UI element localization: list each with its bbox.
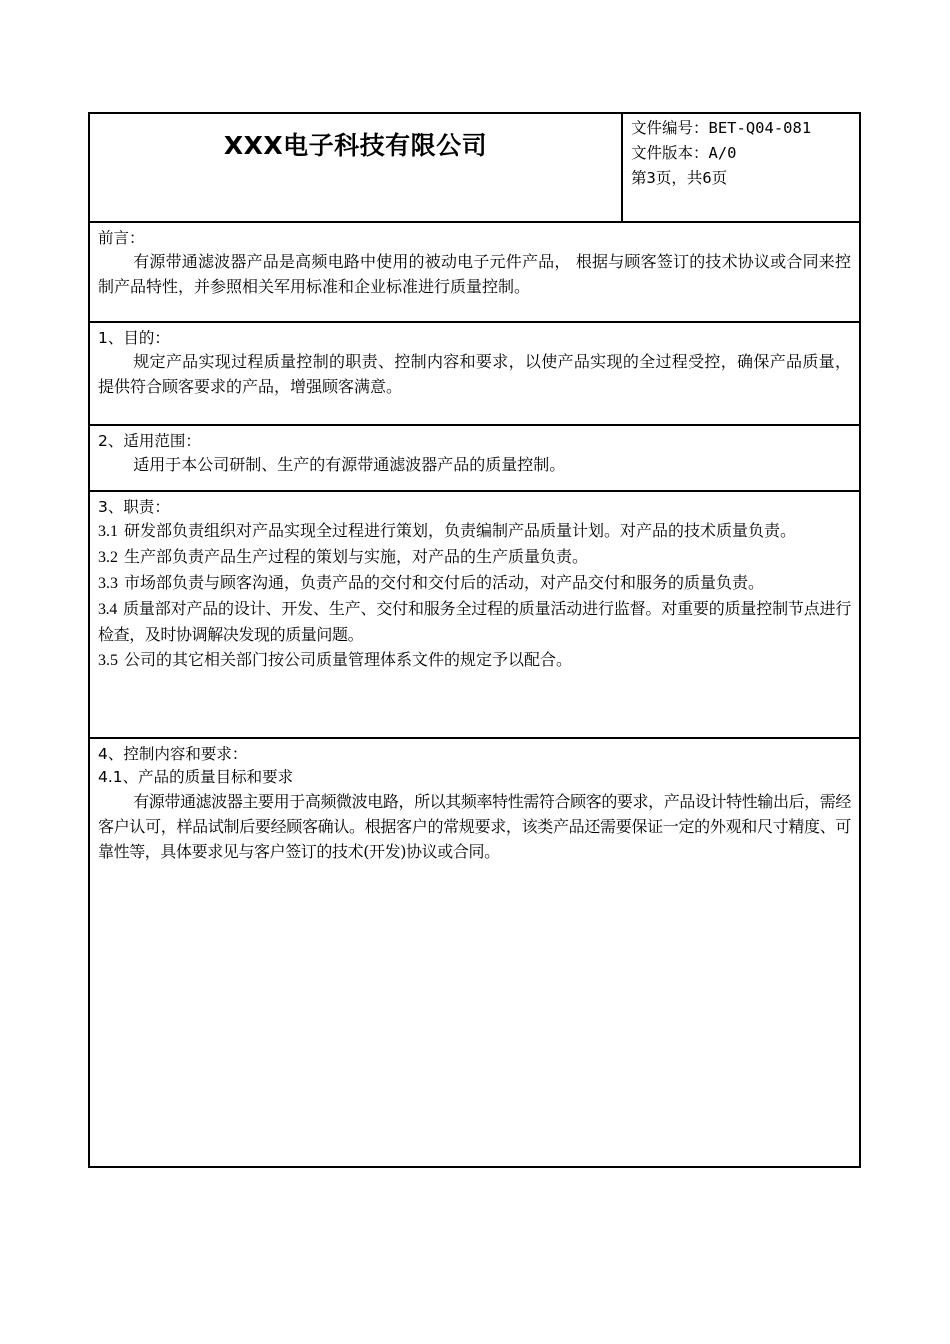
purpose-body: 规定产品实现过程质量控制的职责、控制内容和要求，以使产品实现的全过程受控，确保产品质量，提供符合顾客要求的产品，增强顾客满意。 [98,352,851,396]
section-preface [90,223,859,323]
duty-text: 质量部对产品的设计、开发、生产、交付和服务全过程的质量活动进行监督。对重要的质量控制节点进行检查，及时协调解决发现的质量问题。 [98,599,851,644]
duty-item [98,544,851,570]
purpose-heading: 1、目的： [98,329,170,347]
duties-heading: 3、职责： [98,498,170,516]
control-heading: 4、控制内容和要求： [98,745,248,763]
duty-number: 3.1 [98,523,118,540]
duty-text: 研发部负责组织对产品实现全过程进行策划，负责编制产品质量计划。对产品的技术质量负责。 [124,521,797,540]
preface-body: 有源带通滤波器产品是高频电路中使用的被动电子元件产品， 根据与顾客签订的技术协议或合同来控制产品特性，并参照相关军用标准和企业标准进行质量控制。 [98,252,851,296]
section-purpose [90,323,859,426]
doc-number: 文件编号：BET-Q04-081 [631,119,812,137]
doc-version: 文件版本：A/0 [631,144,737,162]
company-cell [90,114,623,221]
document-meta [623,114,859,221]
scope-heading: 2、适用范围： [98,432,201,450]
scope-body: 适用于本公司研制、生产的有源带通滤波器产品的质量控制。 [133,455,566,474]
duty-number: 3.2 [98,549,118,566]
preface-heading: 前言： [98,229,145,247]
control-body: 有源带通滤波器主要用于高频微波电路，所以其频率特性需符合顾客的要求，产品设计特性输出后，需经客户认可，样品试制后要经顾客确认。根据客户的常规要求，该类产品还需要保证一定的外观和尺寸精度、可靠性等，具体要求见与客户签订的技术(开发)协议或合同。 [98,792,851,861]
control-subheading: 4.1、产品的质量目标和要求 [98,768,294,786]
document-table [88,112,861,1168]
document-header [90,114,859,223]
duty-item [98,596,851,647]
duty-number: 3.4 [98,601,117,618]
duty-item [98,518,851,544]
section-scope [90,426,859,492]
company-name: XXX电子科技有限公司 [223,131,488,160]
section-duties [90,492,859,739]
duty-item [98,647,851,673]
duty-number: 3.3 [98,575,118,592]
page-info: 第3页，共6页 [631,169,728,187]
duty-text: 市场部负责与顾客沟通，负责产品的交付和交付后的活动，对产品交付和服务的质量负责。 [124,573,765,592]
duty-number: 3.5 [98,652,118,669]
section-control [90,739,859,1166]
duty-text: 生产部负责产品生产过程的策划与实施，对产品的生产质量负责。 [124,547,589,566]
duty-item [98,570,851,596]
duty-text: 公司的其它相关部门按公司质量管理体系文件的规定予以配合。 [124,650,573,669]
